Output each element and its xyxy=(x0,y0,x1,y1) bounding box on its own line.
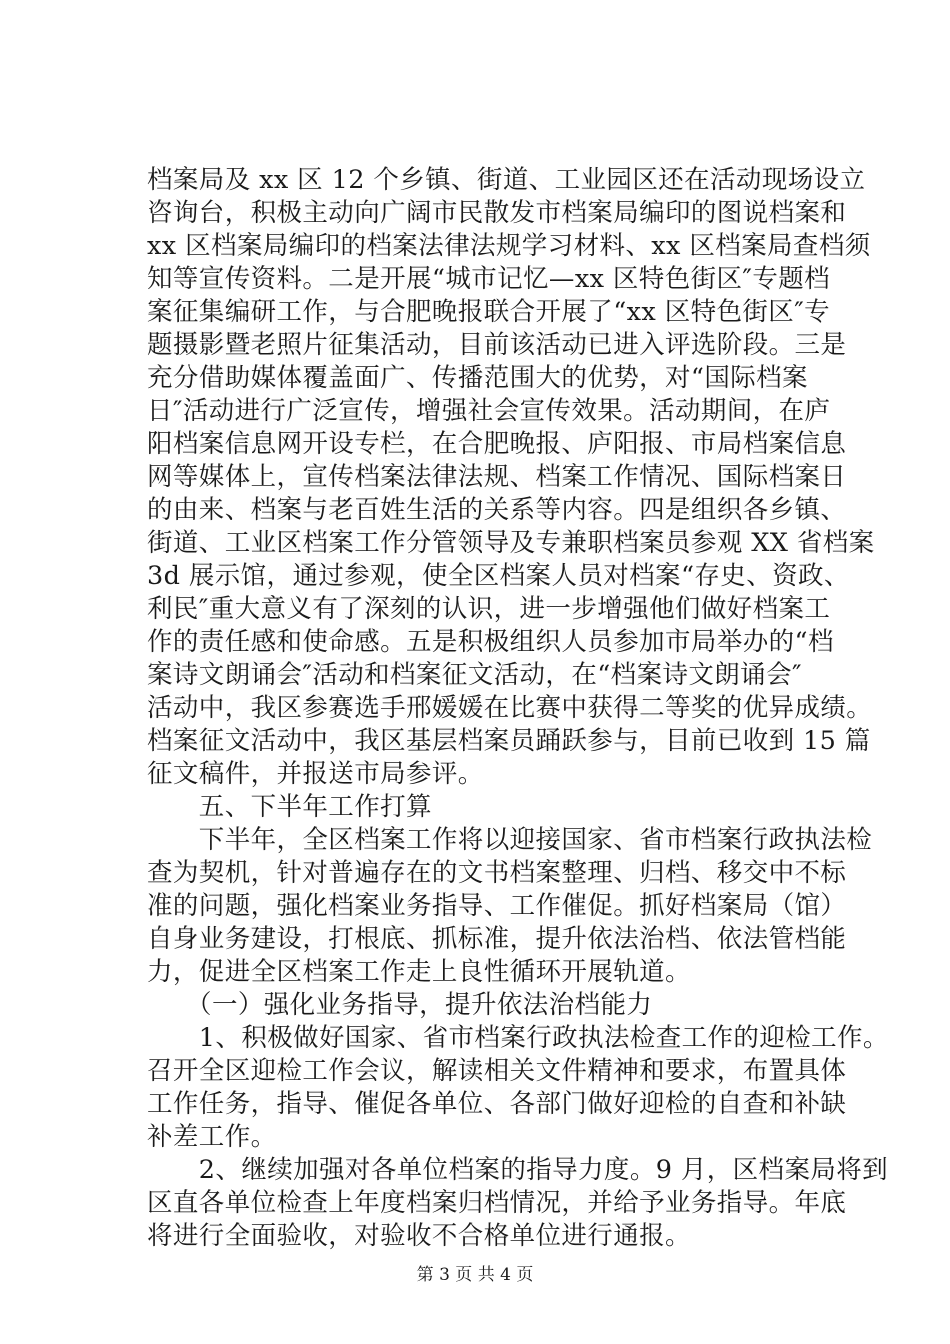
body-text-line: 题摄影暨老照片征集活动，目前该活动已进入评选阶段。三是 xyxy=(147,330,847,360)
body-text-line: 查为契机，针对普遍存在的文书档案整理、归档、移交中不标 xyxy=(147,858,847,888)
body-text-line: 3d 展示馆，通过参观，使全区档案人员对档案“存史、资政、 xyxy=(147,561,850,591)
body-text-line: 1、积极做好国家、省市档案行政执法检查工作的迎检工作。 xyxy=(147,1023,889,1053)
body-text-line: 日″活动进行广泛宣传，增强社会宣传效果。活动期间，在庐 xyxy=(147,396,831,426)
body-text-line: 准的问题，强化档案业务指导、工作催促。抓好档案局（馆） xyxy=(147,891,847,921)
body-text-line: 利民″重大意义有了深刻的认识，进一步增强他们做好档案工 xyxy=(147,594,831,624)
body-text-line: 工作任务，指导、催促各单位、各部门做好迎检的自查和补缺 xyxy=(147,1089,847,1119)
body-text-line: 区直各单位检查上年度档案归档情况，并给予业务指导。年底 xyxy=(147,1188,847,1218)
body-text-line: 2、继续加强对各单位档案的指导力度。9 月，区档案局将到 xyxy=(147,1155,889,1185)
subsection-heading: （一）强化业务指导，提升依法治档能力 xyxy=(147,990,653,1020)
body-text-line: 知等宣传资料。二是开展“城市记忆—xx 区特色街区″专题档 xyxy=(147,264,831,294)
body-text-line: 力，促进全区档案工作走上良性循环开展轨道。 xyxy=(147,957,691,987)
body-text-line: 充分借助媒体覆盖面广、传播范围大的优势，对“国际档案 xyxy=(147,363,808,393)
body-text-line: 案征集编研工作，与合肥晚报联合开展了“xx 区特色街区″专 xyxy=(147,297,831,327)
body-text-line: 活动中，我区参赛选手邢媛媛在比赛中获得二等奖的优异成绩。 xyxy=(147,693,873,723)
body-text-line: 作的责任感和使命感。五是积极组织人员参加市局举办的“档 xyxy=(147,627,834,657)
body-text-line: 案诗文朗诵会″活动和档案征文活动，在“档案诗文朗诵会″ xyxy=(147,660,802,690)
body-text-line: 下半年，全区档案工作将以迎接国家、省市档案行政执法检 xyxy=(147,825,873,855)
body-text-line: 自身业务建设，打根底、抓标准，提升依法治档、依法管档能 xyxy=(147,924,847,954)
body-text-line: 召开全区迎检工作会议，解读相关文件精神和要求，布置具体 xyxy=(147,1056,847,1086)
body-text-line: 街道、工业区档案工作分管领导及专兼职档案员参观 XX 省档案 xyxy=(147,528,875,558)
body-text-line: 网等媒体上，宣传档案法律法规、档案工作情况、国际档案日 xyxy=(147,462,847,492)
body-text-line: 补差工作。 xyxy=(147,1122,277,1152)
page-number-footer: 第 3 页 共 4 页 xyxy=(416,1265,534,1285)
body-text-line: 的由来、档案与老百姓生活的关系等内容。四是组织各乡镇、 xyxy=(147,495,847,525)
body-text-line: 档案征文活动中，我区基层档案员踊跃参与，目前已收到 15 篇 xyxy=(147,726,871,756)
section-heading: 五、下半年工作打算 xyxy=(147,792,432,822)
body-text-line: 档案局及 xx 区 12 个乡镇、街道、工业园区还在活动现场设立 xyxy=(147,165,866,195)
body-text-line: xx 区档案局编印的档案法律法规学习材料、xx 区档案局查档须 xyxy=(147,231,871,261)
body-text-line: 征文稿件，并报送市局参评。 xyxy=(147,759,484,789)
body-text-line: 将进行全面验收，对验收不合格单位进行通报。 xyxy=(147,1221,691,1251)
body-text-line: 阳档案信息网开设专栏，在合肥晚报、庐阳报、市局档案信息 xyxy=(147,429,847,459)
body-text-line: 咨询台，积极主动向广阔市民散发市档案局编印的图说档案和 xyxy=(147,198,847,228)
